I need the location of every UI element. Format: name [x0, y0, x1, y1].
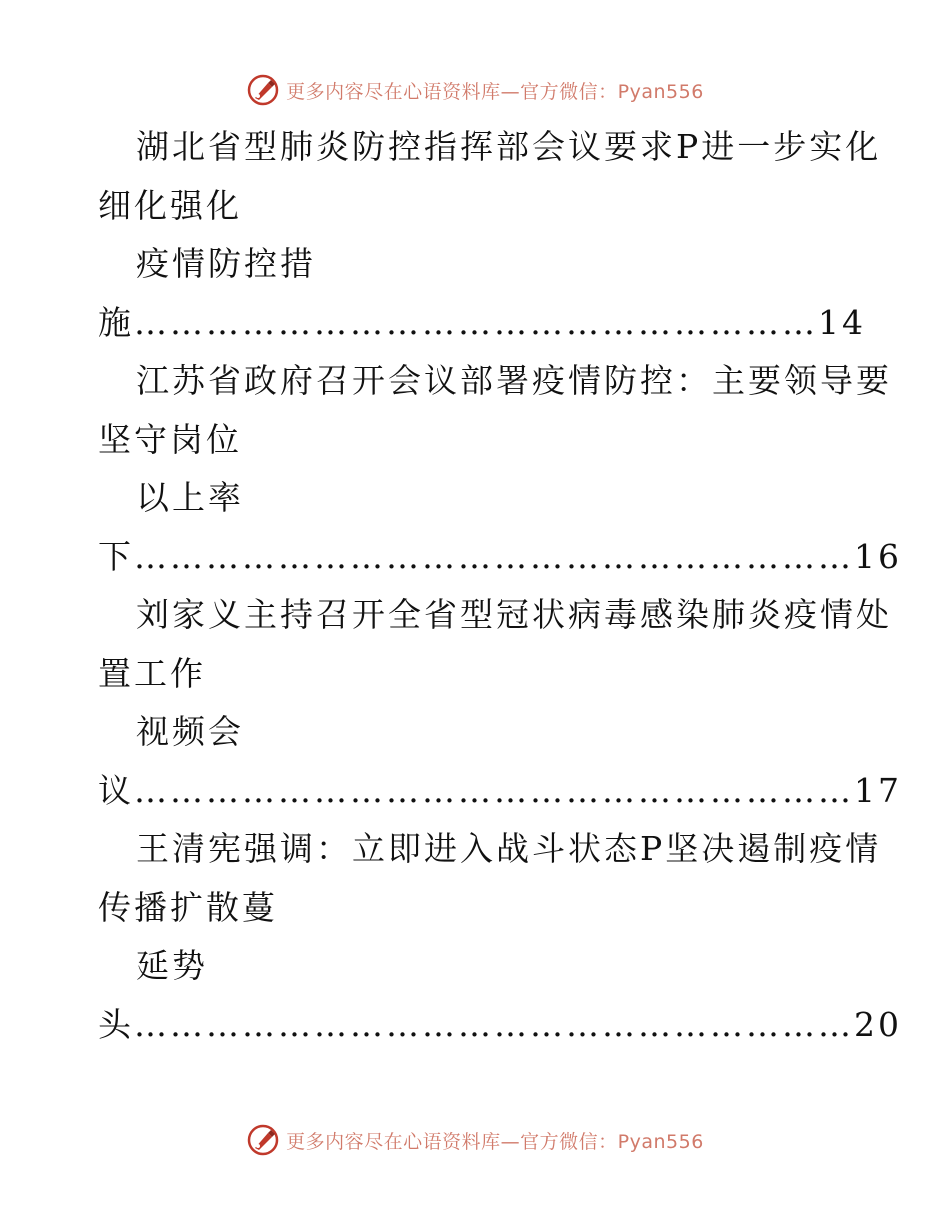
- toc-list: [98, 118, 902, 1054]
- toc-entry-leader-page: 头……………………………………………………20: [98, 1004, 902, 1044]
- watermark-logo-icon: [246, 73, 280, 107]
- toc-entry-title: 湖北省型肺炎防控指挥部会议要求P进一步实化: [136, 127, 882, 166]
- toc-entry-leader-page: 议……………………………………………………17: [98, 770, 902, 810]
- toc-entry-leader-page: 施…………………………………………………14: [98, 302, 866, 342]
- toc-entry: [98, 820, 902, 1054]
- watermark-text: 更多内容尽在心语资料库—官方微信：Pyan556: [286, 1130, 704, 1153]
- toc-entry-title: 江苏省政府召开会议部署疫情防控：主要领导要: [136, 361, 892, 400]
- toc-entry: [98, 586, 902, 820]
- toc-entry-title: 王清宪强调：立即进入战斗状态P坚决遏制疫情: [136, 829, 882, 868]
- watermark-text: 更多内容尽在心语资料库—官方微信：Pyan556: [286, 80, 704, 103]
- toc-entry-title-cont: 细化强化: [98, 185, 242, 225]
- header-watermark: [0, 68, 950, 112]
- watermark-logo-icon: [246, 1123, 280, 1157]
- toc-entry-title-cont: 视频会: [136, 712, 244, 751]
- toc-entry-title-cont: 坚守岗位: [98, 419, 242, 459]
- toc-entry-title-cont: 以上率: [136, 478, 244, 517]
- toc-entry-title-cont: 置工作: [98, 653, 206, 693]
- toc-entry-leader-page: 下……………………………………………………16: [98, 536, 902, 576]
- toc-entry-title-cont: 传播扩散蔓: [98, 887, 278, 927]
- toc-entry-title: 刘家义主持召开全省型冠状病毒感染肺炎疫情处: [136, 595, 892, 634]
- toc-entry-title-cont: 延势: [136, 946, 208, 985]
- footer-watermark: [0, 1118, 950, 1162]
- toc-entry: [98, 118, 882, 352]
- toc-entry-title-cont: 疫情防控措: [136, 244, 316, 283]
- toc-entry: [98, 352, 902, 586]
